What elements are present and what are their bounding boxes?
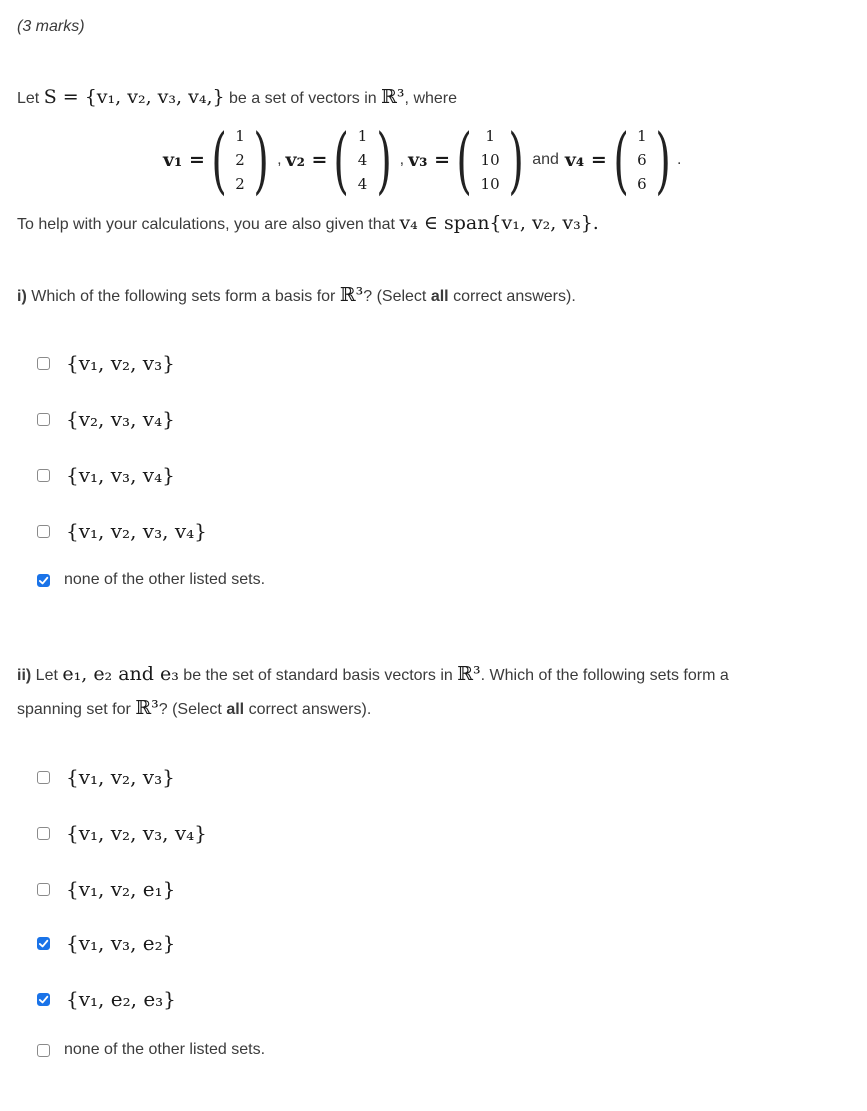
question-1-number: i) (17, 288, 27, 305)
option-label: {v₁, v₃, v₄} (66, 463, 175, 487)
question-2-space-2: ℝ³ (135, 697, 159, 719)
right-paren-icon: ) (655, 118, 671, 202)
question-1-text: Which of the following sets form a basis for (31, 288, 336, 305)
q2-option-2[interactable] (37, 821, 207, 845)
left-paren-icon: ( (456, 118, 472, 202)
q2-option-4[interactable] (37, 931, 175, 955)
v3-entries (478, 124, 502, 196)
v2-label: v₂ = (285, 149, 328, 171)
v4-entry: 6 (637, 175, 647, 193)
v4-label: v₄ = (564, 149, 607, 171)
intro-be-a-set: be a set of vectors in (229, 90, 377, 107)
hint-expression: v₄ ∈ span{v₁, v₂, v₃}. (399, 212, 599, 234)
v3-entry: 10 (480, 151, 500, 169)
q2-option-6[interactable] (37, 1041, 265, 1059)
v4-vector (607, 118, 677, 202)
checkbox-checked-icon[interactable] (37, 574, 50, 587)
option-label: {v₁, v₂, e₁} (66, 877, 176, 901)
intro-space: ℝ³ (381, 86, 405, 108)
checkbox-checked-icon[interactable] (37, 937, 50, 950)
option-label: {v₂, v₃, v₄} (66, 407, 175, 431)
checkbox-icon[interactable] (37, 469, 50, 482)
question-2-prompt-line-2 (17, 697, 371, 719)
question-2-select-all: all (226, 701, 245, 718)
v4-entry: 6 (637, 151, 647, 169)
v1-vector (205, 118, 275, 202)
left-paren-icon: ( (333, 118, 350, 202)
v1-entries (233, 124, 247, 196)
option-label: {v₁, v₃, e₂} (66, 931, 176, 955)
question-2-vectors: e₁, e₂ and e₃ (62, 663, 179, 685)
checkbox-icon[interactable] (37, 413, 50, 426)
right-paren-icon: ) (508, 118, 524, 202)
option-label: {v₁, v₂, v₃, v₄} (66, 821, 207, 845)
q1-option-4[interactable] (37, 519, 207, 543)
intro-where: , where (404, 90, 458, 107)
q1-option-3[interactable] (37, 463, 175, 487)
checkbox-icon[interactable] (37, 771, 50, 784)
question-2-number: ii) (17, 667, 32, 684)
question-2-text1: be the set of standard basis vectors in (183, 667, 453, 684)
v4-entry: 1 (637, 127, 647, 145)
right-paren-icon: ) (253, 118, 269, 202)
vector-definitions: v₁ = ( 1 2 2 ) , v₂ = ( 1 4 4 ) , v₃ = ( 1 10 10 ) and v₄ = ( 1 6 6 ) . (163, 118, 682, 202)
option-label: {v₁, v₂, v₃, v₄} (66, 519, 207, 543)
intro-set-expression: S = {v₁, v₂, v₃, v₄,} (43, 86, 225, 108)
question-2-text3: spanning set for (17, 701, 131, 718)
intro-let: Let (17, 90, 40, 107)
question-2-select-pre: ? (Select (158, 701, 222, 718)
v3-entry: 1 (485, 127, 495, 145)
option-label: {v₁, v₂, v₃} (66, 351, 175, 375)
hint-text: To help with your calculations, you are also given that (17, 216, 395, 233)
and-text: and (532, 151, 559, 168)
question-2-prompt-line-1 (17, 663, 729, 685)
q1-option-1[interactable] (37, 351, 175, 375)
question-1-space: ℝ³ (339, 284, 364, 306)
v2-entry: 1 (357, 127, 368, 145)
hint-line (17, 212, 599, 234)
checkbox-icon[interactable] (37, 827, 50, 840)
checkbox-icon[interactable] (37, 525, 50, 538)
option-label: none of the other listed sets. (64, 1041, 266, 1058)
v3-label: v₃ = (408, 149, 450, 171)
v2-vector (327, 118, 397, 202)
checkbox-icon[interactable] (37, 357, 50, 370)
q2-option-5[interactable] (37, 987, 176, 1011)
question-2-text2: . Which of the following sets form a (480, 667, 729, 684)
v1-entry: 2 (235, 175, 245, 193)
question-1-prompt (17, 284, 576, 306)
left-paren-icon: ( (613, 118, 629, 202)
v2-entry: 4 (357, 175, 368, 193)
question-2-let: Let (35, 667, 58, 684)
v2-entry: 4 (357, 151, 368, 169)
q2-option-1[interactable] (37, 765, 175, 789)
option-label: {v₁, e₂, e₃} (66, 987, 176, 1011)
option-label: none of the other listed sets. (64, 571, 266, 588)
v1-entry: 1 (235, 127, 245, 145)
v1-entry: 2 (235, 151, 245, 169)
question-1-select-all: all (430, 288, 449, 305)
question-2-space: ℝ³ (457, 663, 481, 685)
marks-label: (3 marks) (17, 18, 85, 35)
option-label: {v₁, v₂, v₃} (66, 765, 175, 789)
q1-option-5[interactable] (37, 571, 265, 589)
checkbox-icon[interactable] (37, 883, 50, 896)
question-1-select-pre: ? (Select (363, 288, 427, 305)
v3-vector (450, 118, 530, 202)
v4-entries (635, 124, 649, 196)
checkbox-icon[interactable] (37, 1044, 50, 1057)
v3-entry: 10 (480, 175, 500, 193)
question-2-select-post: correct answers). (248, 701, 372, 718)
right-paren-icon: ) (375, 118, 392, 202)
left-paren-icon: ( (211, 118, 227, 202)
v1-label: v₁ = (163, 149, 205, 171)
question-1-select-post: correct answers). (453, 288, 576, 305)
checkbox-checked-icon[interactable] (37, 993, 50, 1006)
intro-line (17, 86, 457, 108)
q1-option-2[interactable] (37, 407, 175, 431)
v2-entries (356, 124, 370, 196)
q2-option-3[interactable] (37, 877, 175, 901)
